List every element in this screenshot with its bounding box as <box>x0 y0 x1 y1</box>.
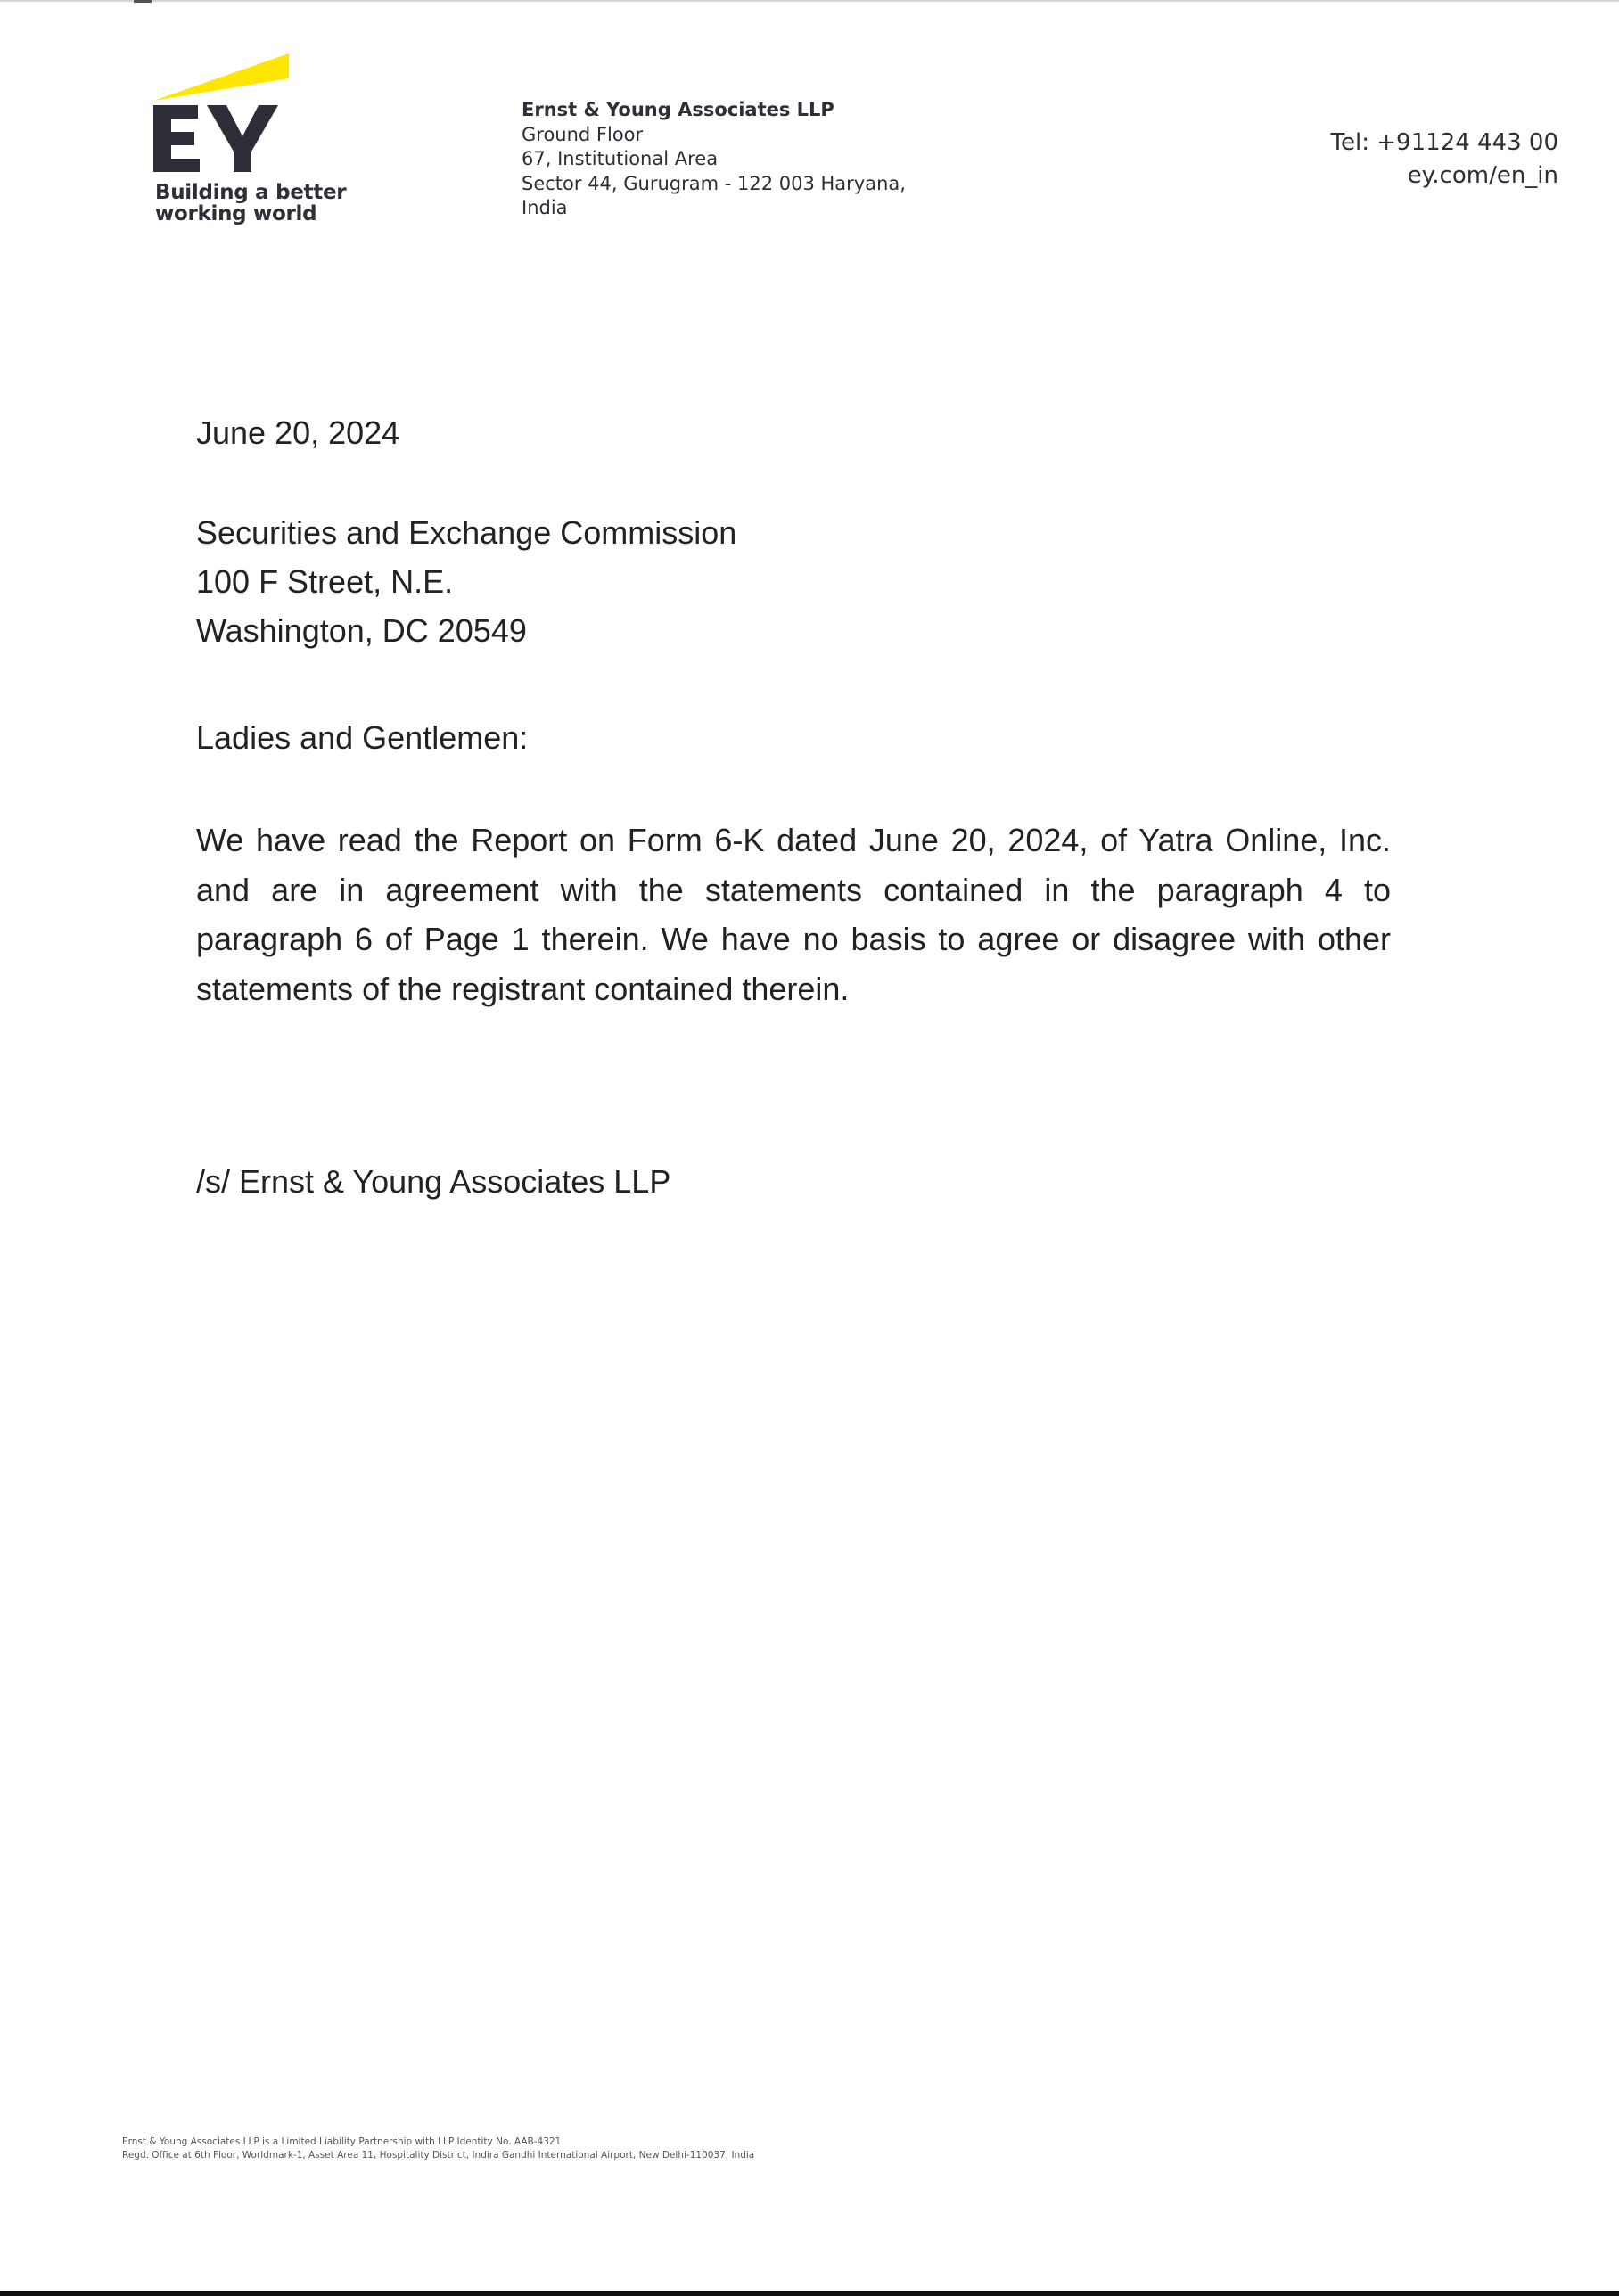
contact-info <box>1331 127 1558 193</box>
legal-footer <box>122 2136 754 2162</box>
page-bottom-border <box>0 2291 1619 2296</box>
page-top-mark <box>134 0 152 3</box>
page-top-border <box>0 0 1619 2</box>
footer-line2: Regd. Office at 6th Floor, Worldmark-1, Asset Area 11, Hospitality District, Indira Gandhi International Airport, New Delhi-110037, India <box>122 2150 755 2161</box>
signature: /s/ Ernst & Young Associates LLP <box>196 1163 671 1200</box>
office-address <box>522 98 906 221</box>
recipient-line2: 100 F Street, N.E. <box>196 563 454 600</box>
recipient-line3: Washington, DC 20549 <box>196 612 527 649</box>
salutation: Ladies and Gentlemen: <box>196 719 529 756</box>
logo-tagline <box>155 182 346 225</box>
ey-logo <box>153 52 349 230</box>
letter-date: June 20, 2024 <box>196 414 400 451</box>
address-line1: Ground Floor <box>522 123 644 145</box>
ey-logo-mark-icon <box>153 52 349 176</box>
address-line3: Sector 44, Gurugram - 122 003 Haryana, <box>522 172 906 194</box>
recipient-address <box>196 508 1391 655</box>
address-line4: India <box>522 197 568 218</box>
firm-name: Ernst & Young Associates LLP <box>522 99 834 120</box>
letter-body: We have read the Report on Form 6-K dated June 20, 2024, of Yatra Online, Inc. and are in agreement with the statements contained in the paragraph 4 to paragraph 6 of Page 1 therein. We have no basis to agree or disagree with other statements of the registrant contained therein. <box>196 822 1391 1007</box>
logo-tagline-line2: working world <box>155 202 317 226</box>
footer-line1: Ernst & Young Associates LLP is a Limited Liability Partnership with LLP Identity No. AAB-4321 <box>122 2136 562 2147</box>
address-line2: 67, Institutional Area <box>522 148 719 169</box>
recipient-line1: Securities and Exchange Commission <box>196 514 737 551</box>
website: ey.com/en_in <box>1407 162 1558 189</box>
telephone: Tel: +91124 443 00 <box>1330 129 1558 156</box>
logo-tagline-line1: Building a better <box>155 181 347 204</box>
